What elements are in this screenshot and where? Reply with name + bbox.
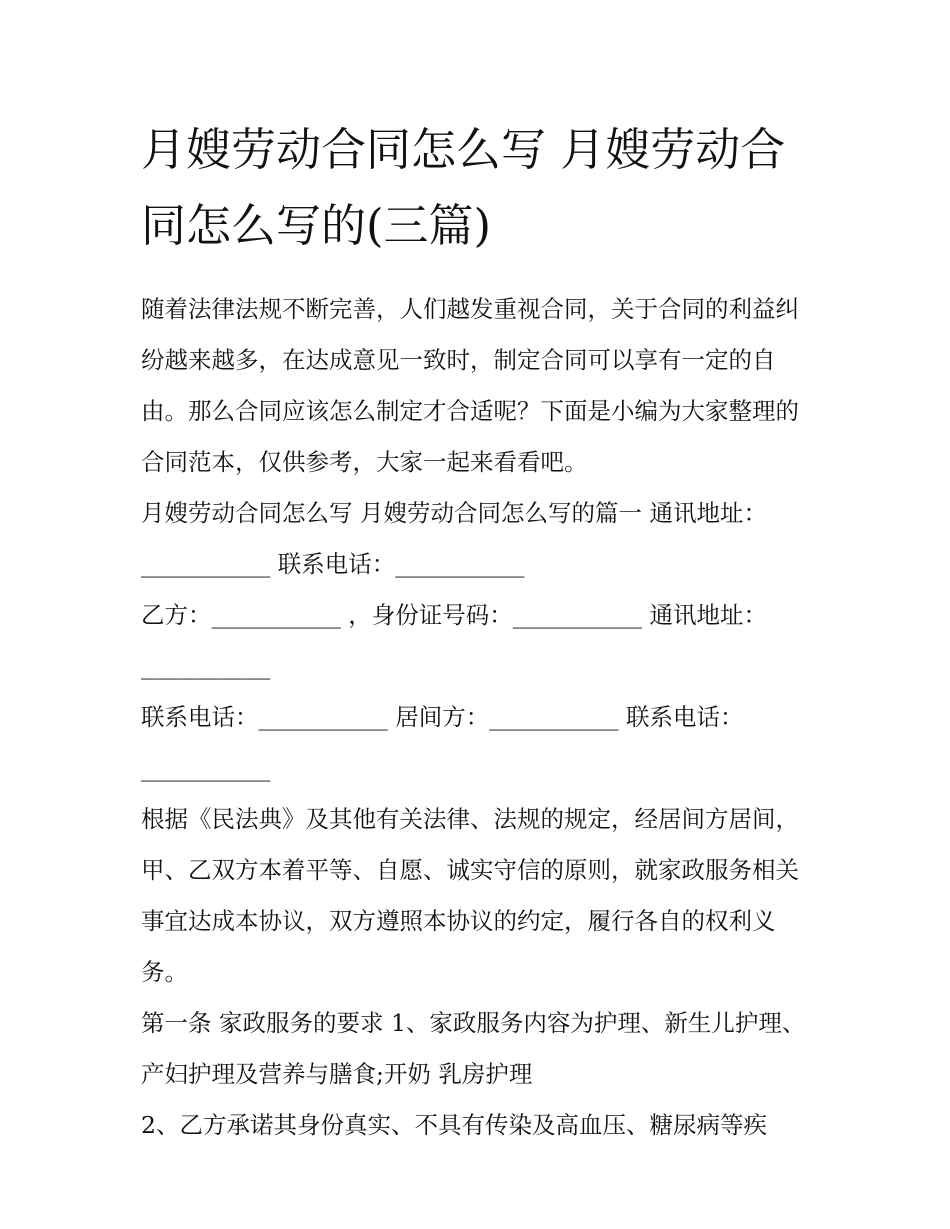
legal-basis-paragraph: 根据《民法典》及其他有关法律、法规的规定，经居间方居间，甲、乙双方本着平等、自愿、诚实守信的原则，就家政服务相关事宜达成本协议，双方遵照本协议的约定，履行各自的权利义务。 <box>141 805 799 986</box>
party-b-info-paragraph: 乙方：___________ ，身份证号码：___________ 通讯地址：___________ <box>141 601 767 680</box>
intro-paragraph: 随着法律法规不断完善，人们越发重视合同，关于合同的利益纠纷越来越多，在达成意见一致时，制定合同可以享有一定的自由。那么合同应该怎么制定才合适呢？下面是小编为大家整理的合同范本，仅供参考，大家一起来看看吧。 <box>141 295 799 476</box>
party-a-contact-paragraph: 月嫂劳动合同怎么写 月嫂劳动合同怎么写的篇一 通讯地址：___________ 联系电话：___________ <box>141 499 767 578</box>
document-title: 月嫂劳动合同怎么写 月嫂劳动合同怎么写的(三篇) <box>141 123 786 252</box>
intermediary-contact-paragraph: 联系电话：___________ 居间方：___________ 联系电话：___________ <box>141 703 744 782</box>
article-one-paragraph: 第一条 家政服务的要求 1、家政服务内容为护理、新生儿护理、产妇护理及营养与膳食;开奶 乳房护理 <box>141 1009 806 1088</box>
article-one-clause-two-paragraph: 2、乙方承诺其身份真实、不具有传染及高血压、糖尿病等疾 <box>141 1111 767 1139</box>
document-page <box>141 112 821 1151</box>
